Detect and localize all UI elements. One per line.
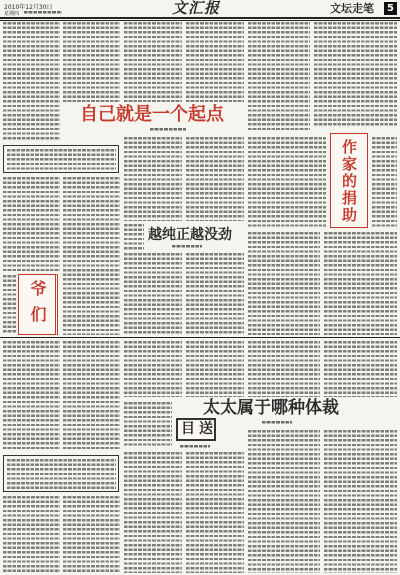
body-text-column (63, 496, 120, 573)
body-text-column (324, 232, 397, 335)
section-title: 文坛走笔 (330, 2, 374, 15)
article-4-byline (172, 245, 202, 249)
intro-box-text (7, 149, 116, 170)
issue-date: 2010年12月30日 (4, 4, 53, 11)
body-text-column (3, 22, 60, 140)
article-2-body-column (372, 137, 397, 227)
body-text-column (248, 341, 320, 397)
headline-article-3: 爷们 (28, 280, 47, 332)
article-2-body-column (248, 137, 326, 227)
section-divider (0, 337, 400, 338)
article-5-body-column (324, 430, 397, 573)
article-6-byline (180, 445, 210, 449)
body-text-column (124, 341, 182, 397)
article-5-byline (262, 421, 292, 425)
intro-box (3, 455, 119, 492)
headline-article-2: 作家的捐助 (340, 139, 358, 224)
masthead: 文汇报 (172, 0, 221, 17)
intro-box (3, 145, 119, 173)
body-text-column (63, 341, 120, 451)
body-text-column (314, 22, 397, 128)
headline-box-article-6 (176, 418, 216, 441)
article-1-body-column (63, 22, 120, 102)
headline-article-6: 目送 (181, 421, 217, 437)
headline-box-article-2 (330, 133, 368, 228)
intro-box-text (7, 459, 116, 489)
article-5-body-column (248, 430, 320, 573)
article-4-body-column (124, 224, 144, 250)
article-1-body-column (124, 137, 182, 221)
headline-article-5: 太太属于哪种体裁 (203, 398, 339, 418)
page-number-badge (384, 2, 397, 15)
page-number: 5 (387, 3, 394, 14)
header-rule (0, 17, 400, 19)
headline-box-article-3 (18, 274, 58, 335)
article-4-body-column (124, 253, 182, 335)
headline-article-4: 越纯正越没劲 (148, 227, 232, 243)
article-1-body-column (186, 22, 244, 102)
article-6-body-column (124, 402, 172, 446)
body-text-column (248, 22, 310, 132)
article-3-body-column (63, 177, 120, 335)
article-1-body-column (186, 137, 244, 221)
body-text-column (324, 341, 397, 397)
article-4-body-column (186, 253, 244, 335)
body-text-column (3, 341, 60, 451)
headline-article-1: 自己就是一个起点 (80, 104, 224, 125)
issue-weekday: 星期四 (4, 11, 20, 17)
header-rule-thin (0, 20, 400, 21)
body-text-column (248, 232, 320, 335)
article-1-body-column (124, 22, 182, 102)
body-text-column (186, 341, 244, 397)
header-editor-line (24, 11, 62, 14)
article-1-byline (150, 128, 186, 132)
body-text-column (3, 496, 60, 573)
article-6-body-column (186, 452, 244, 573)
article-3-body-column (3, 275, 16, 335)
article-3-body-column (3, 177, 60, 271)
article-6-body-column (124, 452, 182, 573)
